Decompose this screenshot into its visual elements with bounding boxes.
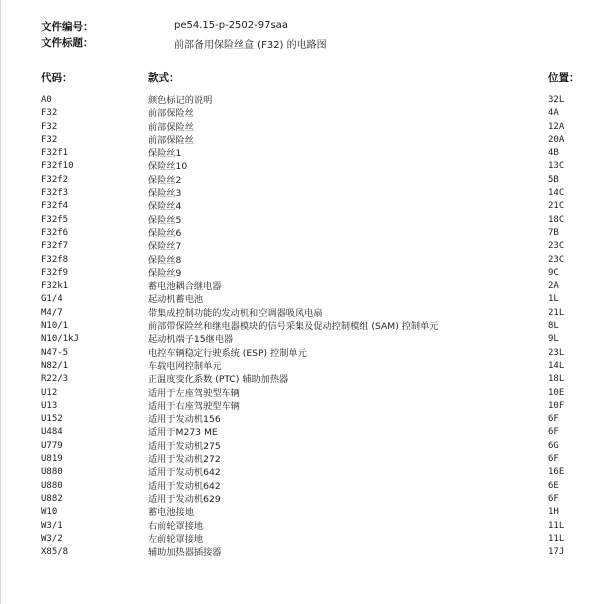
row-code: N10/1kJ	[41, 334, 79, 345]
row-description: 保险丝6	[148, 227, 182, 239]
table-row	[0, 254, 604, 267]
row-code: N47-5	[41, 347, 69, 358]
row-position: 13C	[548, 161, 565, 172]
row-description: 保险丝2	[148, 174, 182, 186]
row-position: 4A	[548, 108, 559, 119]
row-position: 23C	[548, 241, 565, 252]
row-position: 6F	[548, 414, 559, 425]
table-row	[0, 347, 604, 360]
row-position: 2A	[548, 281, 559, 292]
table-row	[0, 373, 604, 386]
row-description: 电控车辆稳定行驶系统 (ESP) 控制单元	[148, 347, 307, 359]
row-description: 起动机端子15继电器	[148, 334, 234, 346]
table-row	[0, 506, 604, 519]
row-description: 适用于发动机642	[148, 467, 221, 479]
row-position: 8L	[548, 321, 559, 332]
table-row	[0, 134, 604, 147]
row-description: 保险丝9	[148, 267, 182, 279]
table-row	[0, 533, 604, 546]
row-description: 左前轮罩接地	[148, 533, 204, 545]
row-code: U880	[41, 467, 63, 478]
row-description: 起动机蓄电池	[148, 294, 204, 306]
doc-number-label: 文件编号：	[41, 21, 94, 33]
row-code: U882	[41, 493, 63, 504]
table-row	[0, 107, 604, 120]
row-position: 12A	[548, 121, 565, 132]
row-code: F32k1	[41, 281, 69, 292]
row-description: 辅助加热器插接器	[148, 547, 222, 559]
table-row	[0, 520, 604, 533]
row-description: 保险丝3	[148, 188, 182, 200]
row-position: 11L	[548, 520, 565, 531]
row-position: 4B	[548, 148, 559, 159]
row-position: 11L	[548, 533, 565, 544]
row-description: 车载电网控制单元	[148, 360, 222, 372]
row-code: F32f10	[41, 161, 74, 172]
row-code: F32f8	[41, 254, 69, 265]
row-code: U880	[41, 480, 63, 491]
row-code: F32	[41, 134, 58, 145]
row-description: 适用于发动机629	[148, 493, 221, 505]
row-code: F32	[41, 121, 58, 132]
row-description: 适用于右座驾驶型车辆	[148, 400, 240, 412]
doc-title-value: 前部备用保险丝盒 (F32) 的电路图	[174, 40, 327, 51]
row-position: 16E	[548, 467, 565, 478]
row-code: F32f7	[41, 241, 69, 252]
table-row	[0, 387, 604, 400]
row-code: F32f9	[41, 267, 69, 278]
table-row	[0, 546, 604, 559]
row-code: F32f5	[41, 214, 69, 225]
row-position: 10F	[548, 400, 565, 411]
component-table	[0, 94, 604, 559]
row-position: 1L	[548, 294, 559, 305]
row-code: F32f2	[41, 174, 69, 185]
row-position: 14C	[548, 188, 565, 199]
row-code: N10/1	[41, 321, 69, 332]
row-code: F32f4	[41, 201, 69, 212]
row-position: 5B	[548, 174, 559, 185]
row-code: U13	[41, 400, 58, 411]
column-header-code: 代码：	[41, 72, 73, 84]
row-position: 21L	[548, 307, 565, 318]
row-code: F32f1	[41, 148, 69, 159]
column-header-position: 位置：	[548, 72, 580, 84]
row-description: 适用于发动机272	[148, 454, 221, 466]
row-description: 保险丝5	[148, 214, 182, 226]
table-row	[0, 240, 604, 253]
table-row	[0, 333, 604, 346]
row-description: 适用于发动机642	[148, 480, 221, 492]
row-position: 9C	[548, 267, 559, 278]
table-row	[0, 293, 604, 306]
row-description: 前部保险丝	[148, 108, 194, 120]
row-description: 蓄电池接地	[148, 507, 194, 519]
row-description: 前部保险丝	[148, 134, 194, 146]
row-position: 23L	[548, 347, 565, 358]
row-position: 23C	[548, 254, 565, 265]
table-row	[0, 227, 604, 240]
row-position: 18C	[548, 214, 565, 225]
doc-number-value: pe54.15-p-2502-97saa	[174, 20, 288, 31]
row-description: 带集成控制功能的发动机和空调器吸风电扇	[148, 307, 323, 319]
row-description: 适用于M273 ME	[148, 427, 218, 439]
row-description: 保险丝4	[148, 201, 182, 213]
table-row	[0, 400, 604, 413]
row-description: 颜色标记的说明	[148, 95, 213, 106]
table-row	[0, 426, 604, 439]
table-row	[0, 174, 604, 187]
row-position: 18L	[548, 374, 565, 385]
row-description: 前部带保险丝和继电器模块的信号采集及促动控制模组 (SAM) 控制单元	[148, 321, 439, 333]
row-code: X85/8	[41, 547, 69, 558]
row-description: 适用于左座驾驶型车辆	[148, 387, 240, 399]
row-description: 保险丝7	[148, 241, 182, 253]
row-description: 适用于发动机156	[148, 414, 221, 426]
table-row	[0, 466, 604, 479]
table-row	[0, 307, 604, 320]
row-position: 6F	[548, 427, 559, 438]
row-code: W10	[41, 507, 58, 518]
table-row	[0, 480, 604, 493]
row-description: 保险丝8	[148, 254, 182, 266]
table-row	[0, 320, 604, 333]
row-code: U484	[41, 427, 63, 438]
row-code: U779	[41, 440, 63, 451]
row-code: U12	[41, 387, 58, 398]
row-position: 6E	[548, 480, 559, 491]
row-position: 6F	[548, 493, 559, 504]
row-description: 适用于发动机275	[148, 440, 221, 452]
row-description: 保险丝1	[148, 148, 182, 160]
row-description: 前部保险丝	[148, 121, 194, 133]
row-code: U152	[41, 414, 63, 425]
table-row	[0, 214, 604, 227]
table-row	[0, 121, 604, 134]
row-description: 蓄电池耦合继电器	[148, 281, 222, 293]
row-code: G1/4	[41, 294, 63, 305]
row-description: 右前轮罩接地	[148, 520, 204, 532]
row-position: 1H	[548, 507, 559, 518]
row-position: 6G	[548, 440, 559, 451]
row-position: 32L	[548, 95, 565, 105]
table-row	[0, 160, 604, 173]
row-position: 14L	[548, 360, 565, 371]
row-code: W3/1	[41, 520, 63, 531]
table-row	[0, 453, 604, 466]
row-code: U819	[41, 454, 63, 465]
row-code: A0	[41, 95, 52, 105]
row-description: 保险丝10	[148, 161, 188, 173]
row-code: F32	[41, 108, 58, 119]
row-code: N82/1	[41, 360, 69, 371]
table-row	[0, 187, 604, 200]
row-position: 21C	[548, 201, 565, 212]
row-code: M4/7	[41, 307, 63, 318]
column-header-description: 款式：	[148, 72, 180, 84]
table-row	[0, 200, 604, 213]
doc-title-label: 文件标题：	[41, 37, 94, 49]
row-position: 10E	[548, 387, 565, 398]
row-position: 20A	[548, 134, 565, 145]
row-code: W3/2	[41, 533, 63, 544]
table-row	[0, 360, 604, 373]
table-row	[0, 147, 604, 160]
table-row	[0, 94, 604, 107]
row-code: F32f3	[41, 188, 69, 199]
row-description: 正温度变化系数 (PTC) 辅助加热器	[148, 374, 289, 386]
table-row	[0, 267, 604, 280]
row-code: F32f6	[41, 227, 69, 238]
row-position: 9L	[548, 334, 559, 345]
table-row	[0, 280, 604, 293]
row-code: R22/3	[41, 374, 69, 385]
row-position: 17J	[548, 547, 565, 558]
table-row	[0, 493, 604, 506]
row-position: 6F	[548, 454, 559, 465]
row-position: 7B	[548, 227, 559, 238]
table-row	[0, 413, 604, 426]
table-row	[0, 440, 604, 453]
